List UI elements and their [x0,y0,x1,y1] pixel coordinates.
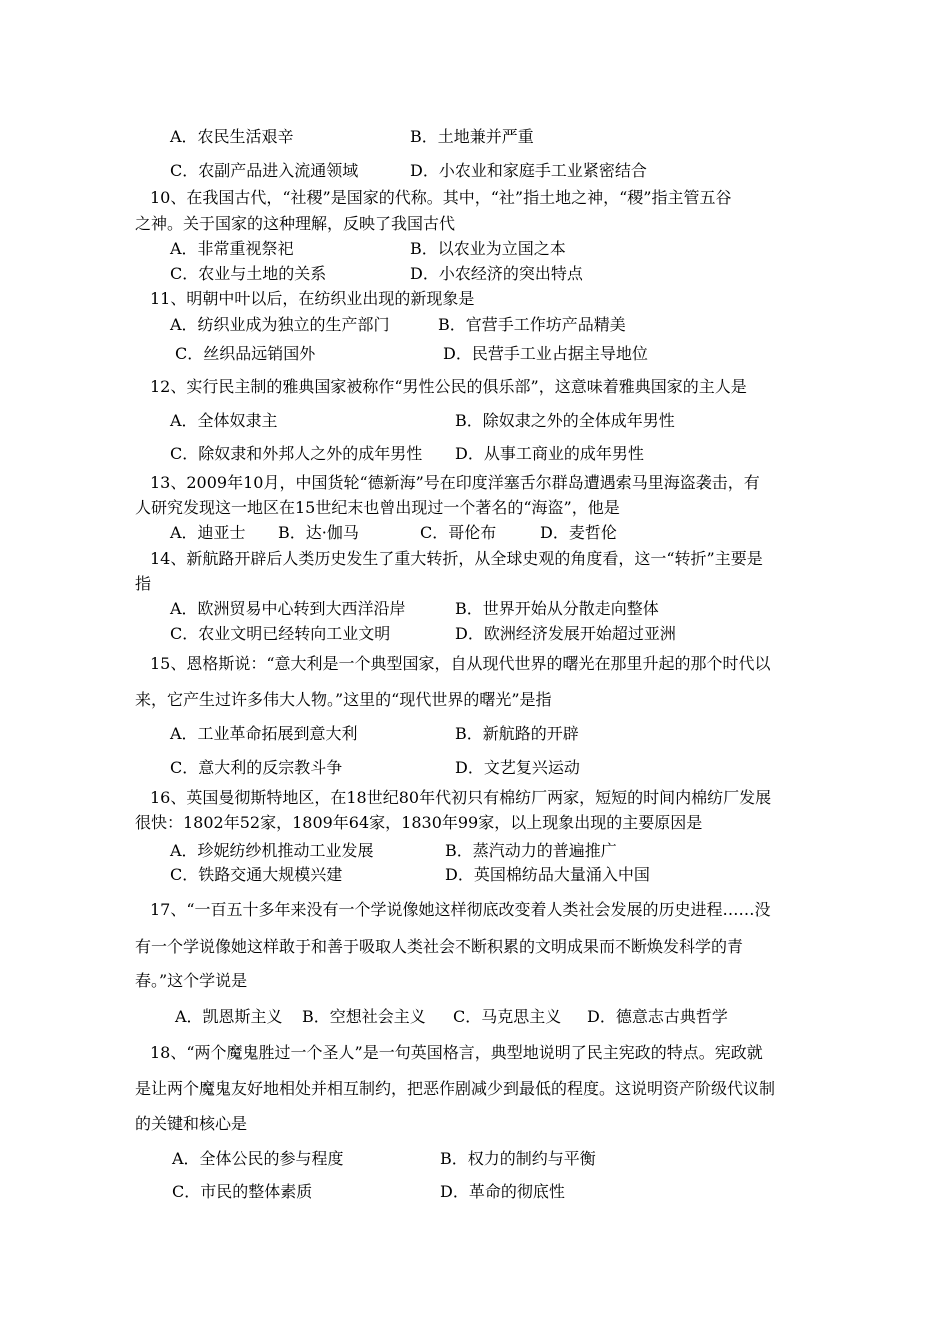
q9-option-c: C．农副产品进入流通领域 [170,161,359,180]
q18-option-d: D．革命的彻底性 [440,1182,565,1201]
q14-option-c: C．农业文明已经转向工业文明 [170,624,391,643]
q13-option-a: A．迪亚士 [170,523,246,542]
q13-stem-line1: 13、2009年10月，中国货轮“德新海”号在印度洋塞舌尔群岛遭遇索马里海盗袭击，有 [150,473,760,492]
q17-option-c: C．马克思主义 [453,1007,562,1026]
q14-stem-line1: 14、新航路开辟后人类历史发生了重大转折，从全球史观的角度看，这一“转折”主要是 [150,549,763,568]
q14-option-a: A．欧洲贸易中心转到大西洋沿岸 [170,599,406,618]
q15-option-c: C．意大利的反宗教斗争 [170,758,343,777]
q15-option-a: A．工业革命拓展到意大利 [170,724,358,743]
q11-stem-line1: 11、明朝中叶以后，在纺织业出现的新现象是 [150,289,475,308]
q16-option-d: D．英国棉纺品大量涌入中国 [445,865,650,884]
q11-option-c: C．丝织品远销国外 [175,344,316,363]
q10-stem-line2: 之神。关于国家的这种理解，反映了我国古代 [135,214,456,233]
q10-option-b: B．以农业为立国之本 [410,239,566,258]
q13-stem-line2: 人研究发现这一地区在15世纪末也曾出现过一个著名的“海盗”，他是 [135,498,620,517]
q15-stem-line1: 15、恩格斯说：“意大利是一个典型国家，自从现代世界的曙光在那里升起的那个时代以 [150,654,771,673]
q14-option-b: B．世界开始从分散走向整体 [455,599,659,618]
q11-option-d: D．民营手工业占据主导地位 [443,344,648,363]
q10-option-d: D．小农经济的突出特点 [410,264,583,283]
q9-option-d: D．小农业和家庭手工业紧密结合 [410,161,647,180]
q18-stem-line3: 的关键和核心是 [135,1114,248,1133]
q14-stem-line2: 指 [135,574,152,593]
q15-stem-line2: 来，它产生过许多伟大人物。”这里的“现代世界的曙光”是指 [135,690,552,709]
q14-option-d: D．欧洲经济发展开始超过亚洲 [455,624,676,643]
q10-stem-line1: 10、在我国古代，“社稷”是国家的代称。其中，“社”指土地之神，“稷”指主管五谷 [150,188,732,207]
q11-option-b: B．官营手工作坊产品精美 [438,315,626,334]
q12-option-d: D．从事工商业的成年男性 [455,444,644,463]
q18-option-a: A．全体公民的参与程度 [172,1149,344,1168]
q12-stem-line1: 12、实行民主制的雅典国家被称作“男性公民的俱乐部”，这意味着雅典国家的主人是 [150,377,747,396]
q12-option-a: A．全体奴隶主 [170,411,278,430]
q16-option-a: A．珍妮纺纱机推动工业发展 [170,841,374,860]
q16-option-b: B．蒸汽动力的普遍推广 [445,841,617,860]
q13-option-d: D．麦哲伦 [540,523,617,542]
q17-option-b: B．空想社会主义 [302,1007,426,1026]
q17-stem-line2: 有一个学说像她这样敢于和善于吸取人类社会不断积累的文明成果而不断焕发科学的青 [135,937,744,956]
q10-option-c: C．农业与土地的关系 [170,264,327,283]
q9-option-b: B．土地兼并严重 [410,127,534,146]
q13-option-c: C．哥伦布 [420,523,497,542]
q18-stem-line2: 是让两个魔鬼友好地相处并相互制约，把恶作剧减少到最低的程度。这说明资产阶级代议制 [135,1079,776,1098]
q16-stem-line1: 16、英国曼彻斯特地区，在18世纪80年代初只有棉纺厂两家，短短的时间内棉纺厂发展 [150,788,772,807]
q16-stem-line2: 很快：1802年52家，1809年64家，1830年99家，以上现象出现的主要原因是 [135,813,703,832]
q17-option-d: D．德意志古典哲学 [587,1007,728,1026]
q12-option-b: B．除奴隶之外的全体成年男性 [455,411,675,430]
q17-stem-line3: 春。”这个学说是 [135,971,248,990]
q13-option-b: B．达·伽马 [278,523,359,542]
q15-option-b: B．新航路的开辟 [455,724,579,743]
q15-option-d: D．文艺复兴运动 [455,758,580,777]
q18-option-c: C．市民的整体素质 [172,1182,313,1201]
q16-option-c: C．铁路交通大规模兴建 [170,865,343,884]
q17-stem-line1: 17、“一百五十多年来没有一个学说像她这样彻底改变着人类社会发展的历史进程……没 [150,900,771,919]
q18-stem-line1: 18、“两个魔鬼胜过一个圣人”是一句英国格言，典型地说明了民主宪政的特点。宪政就 [150,1043,763,1062]
q9-option-a: A．农民生活艰辛 [170,127,294,146]
q18-option-b: B．权力的制约与平衡 [440,1149,596,1168]
q12-option-c: C．除奴隶和外邦人之外的成年男性 [170,444,423,463]
q11-option-a: A．纺织业成为独立的生产部门 [170,315,390,334]
q10-option-a: A．非常重视祭祀 [170,239,294,258]
q17-option-a: A．凯恩斯主义 [175,1007,283,1026]
